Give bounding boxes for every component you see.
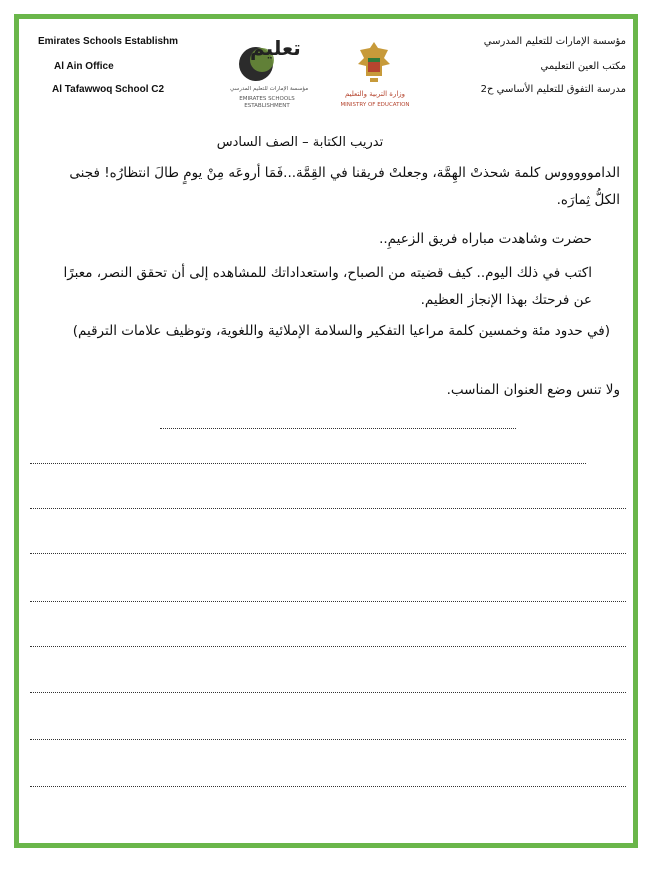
writing-line-8[interactable] xyxy=(30,786,626,787)
moe-logo xyxy=(330,40,420,116)
header-right-line-1: مؤسسة الإمارات للتعليم المدرسي xyxy=(483,36,626,47)
header-left-line-1: Emirates Schools Establishm xyxy=(38,36,179,47)
header-right-line-3: مدرسة التفوق للتعليم الأساسي ح2 xyxy=(480,84,626,95)
moe-caption-en: MINISTRY OF EDUCATION xyxy=(340,102,410,108)
worksheet-title: تدريب الكتابة – الصف السادس xyxy=(216,135,384,150)
writing-line-5[interactable] xyxy=(30,646,626,647)
writing-line-3[interactable] xyxy=(30,553,626,554)
title-writing-line[interactable] xyxy=(160,428,516,429)
ese-caption-en-1: EMIRATES SCHOOLS xyxy=(239,96,295,102)
falcon-emblem-icon xyxy=(354,40,394,84)
ese-logo xyxy=(230,36,309,116)
header-left-line-2: Al Ain Office xyxy=(54,61,114,72)
intro-paragraph: الداموووووس كلمة شحذتْ الهِمَّة، وجعلتْ فريقنا في القِمَّة...فَمَا أروعَه مِنْ يومٍ طالَ انتظارُه! فجنى الكلُّ ثِمارَه. xyxy=(69,165,620,208)
ese-caption-ar: مؤسسة الإمارات للتعليم المدرسي xyxy=(230,86,309,92)
reminder-paragraph: ولا تنس وضع العنوان المناسب. xyxy=(446,382,620,398)
prompt-paragraph-2: اكتب في ذلك اليوم.. كيف قضيته من الصباح، واستعداداتك للمشاهده إلى أن تحقق النصر، معبرًا عن فرحتك بهذا الإنجاز العظيم. xyxy=(63,265,592,308)
instructions-paragraph: (في حدود مئة وخمسين كلمة مراعيا التفكير والسلامة الإملائية واللغوية، وتوظيف علامات الترقيم) xyxy=(72,323,610,339)
ese-logo-word: تعليم xyxy=(250,36,301,60)
ese-caption-en-2: ESTABLISHMENT xyxy=(244,103,290,109)
writing-line-1[interactable] xyxy=(30,463,586,464)
header-right-line-2: مكتب العين التعليمي xyxy=(540,61,626,72)
writing-line-6[interactable] xyxy=(30,692,626,693)
header-left-line-3: Al Tafawwoq School C2 xyxy=(52,84,165,95)
moe-caption-ar: وزارة التربية والتعليم xyxy=(344,90,406,98)
writing-line-2[interactable] xyxy=(30,508,626,509)
writing-line-7[interactable] xyxy=(30,739,626,740)
writing-line-4[interactable] xyxy=(30,601,626,602)
prompt-paragraph-1: حضرت وشاهدت مباراه فريق الزعيمِ.. xyxy=(379,231,592,247)
